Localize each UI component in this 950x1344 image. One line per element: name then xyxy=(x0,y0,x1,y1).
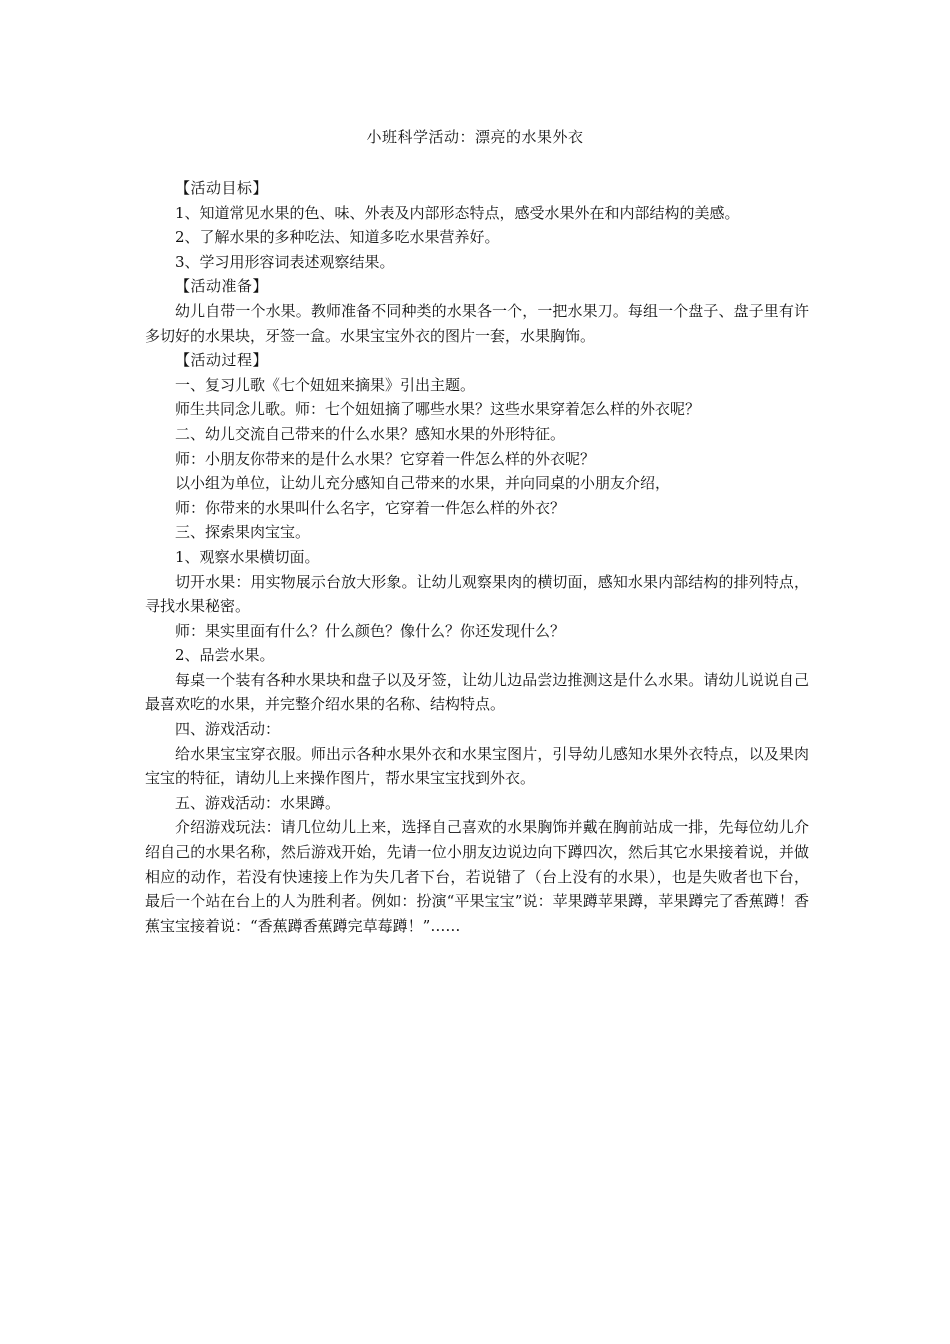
process-step-3-question: 师：果实里面有什么？什么颜色？像什么？你还发现什么？ xyxy=(175,621,566,640)
process-step-4-heading: 四、游戏活动： xyxy=(175,720,281,739)
goal-item-3: 3、学习用形容词表述观察结果。 xyxy=(175,252,395,271)
goal-item-1: 1、知道常见水果的色、味、外表及内部形态特点，感受水果外在和内部结构的美感。 xyxy=(175,203,740,222)
process-step-3-tasting-text: 每桌一个装有各种水果块和盘子以及牙签，让幼儿边品尝边推测这是什么水果。请幼儿说说自己最喜欢吃的水果，并完整介绍水果的名称、结构特点。 xyxy=(145,670,809,714)
process-step-3-cutting-text: 切开水果：用实物展示台放大形象。让幼儿观察果肉的横切面，感知水果内部结构的排列特点，寻找水果秘密。 xyxy=(145,572,809,616)
process-step-3-substep-2: 2、品尝水果。 xyxy=(175,646,275,665)
process-step-1-text: 师生共同念儿歌。师：七个妞妞摘了哪些水果？这些水果穿着怎么样的外衣呢？ xyxy=(175,400,701,419)
process-step-2-group-text: 以小组为单位，让幼儿充分感知自己带来的水果，并向同桌的小朋友介绍， xyxy=(175,474,671,493)
preparation-paragraph: 幼儿自带一个水果。教师准备不同种类的水果各一个，一把水果刀。每组一个盘子、盘子里有许多切好的水果块，牙签一盒。水果宝宝外衣的图片一套，水果胸饰。 xyxy=(145,301,809,345)
process-step-3-heading: 三、探索果肉宝宝。 xyxy=(175,523,311,542)
process-step-5-heading: 五、游戏活动：水果蹲。 xyxy=(175,793,341,812)
process-step-2-teacher-question: 师：你带来的水果叫什么名字，它穿着一件怎么样的外衣？ xyxy=(175,498,566,517)
section-heading-goals: 【活动目标】 xyxy=(175,179,269,197)
goal-item-2: 2、了解水果的多种吃法、知道多吃水果营养好。 xyxy=(175,228,500,247)
section-heading-preparation: 【活动准备】 xyxy=(175,277,269,296)
process-step-2-heading: 二、幼儿交流自己带来的什么水果？感知水果的外形特征。 xyxy=(175,424,566,443)
process-step-2-question: 师：小朋友你带来的是什么水果？它穿着一件怎么样的外衣呢？ xyxy=(175,449,596,468)
process-step-4-text: 给水果宝宝穿衣服。师出示各种水果外衣和水果宝图片，引导幼儿感知水果外衣特点，以及果肉宝宝的特征，请幼儿上来操作图片，帮水果宝宝找到外衣。 xyxy=(145,744,809,788)
section-heading-process: 【活动过程】 xyxy=(175,351,269,370)
process-step-3-substep-1: 1、观察水果横切面。 xyxy=(175,547,320,566)
document-title: 小班科学活动：漂亮的水果外衣 xyxy=(366,128,584,146)
document-body xyxy=(145,176,809,938)
process-step-5-text: 介绍游戏玩法：请几位幼儿上来，选择自己喜欢的水果胸饰并戴在胸前站成一排，先每位幼儿介绍自己的水果名称，然后游戏开始，先请一位小朋友边说边向下蹲四次，然后其它水果接着说，并做相应的动作，若没有快速接上作为失几者下台，若说错了（台上没有的水果），也是失败者也下台，最后一个站在台上的人为胜利者。例如：扮演“平果宝宝”说：苹果蹲苹果蹲，苹果蹲完了香蕉蹲！香蕉宝宝接着说：“香蕉蹲香蕉蹲完草莓蹲！”…… xyxy=(145,818,809,935)
process-step-1-heading: 一、复习儿歌《七个妞妞来摘果》引出主题。 xyxy=(175,375,476,394)
